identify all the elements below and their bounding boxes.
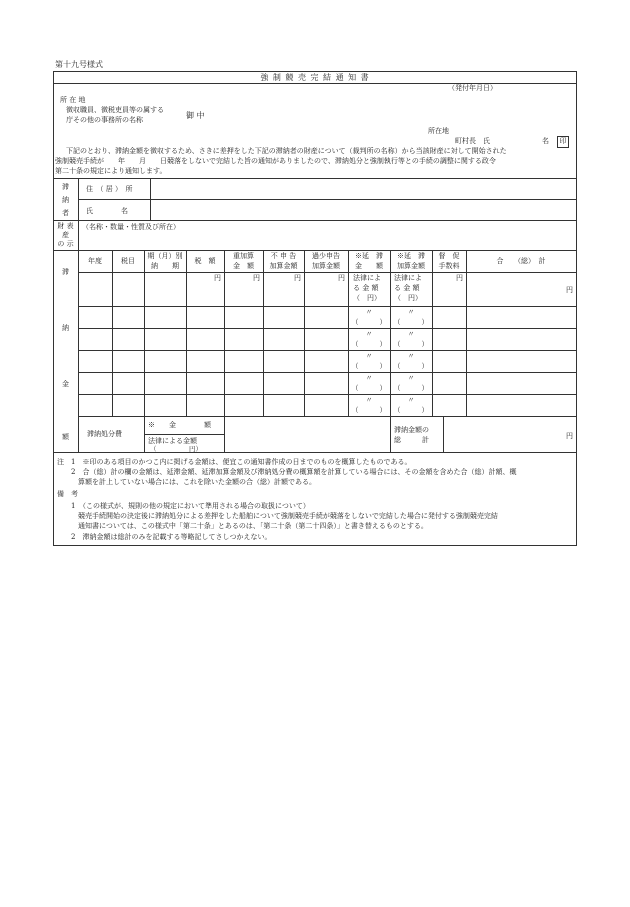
amount-side-label-1: 滞 [62, 268, 69, 276]
note-1: 注 1 ※印のある項目のかつこ内に掲げる金額は、便宜この通知書作成の日までのものを概算したものである。 [57, 458, 412, 466]
law-note-1-b: る 金 額 [353, 284, 379, 292]
yen-total: 円 [566, 286, 573, 294]
ditto-a5: 〃 [365, 396, 373, 404]
header-period-2: 納 期 [151, 262, 179, 270]
remark-1: 1 （この様式が、規則の他の規定において準用される場合の取扱について） [57, 502, 310, 510]
law-note-1-a: 法律によ [353, 274, 381, 282]
body-text-1: 下記のとおり、滞納金額を徴収するため、さきに差押をした下記の滞納者の財産について（裁判所の名称）から当該財産に対して開始された [66, 147, 507, 155]
law-amount-yen: （ 円） [150, 445, 202, 453]
sender-title: 町村長 氏 [455, 137, 490, 145]
total-label-2: 総 計 [394, 436, 429, 444]
note-2: 2 合（総）計の欄の金額は、延滞金額、延滞加算金額及び滞納処分費の概算額を計算している場合には、その金額を含めた合（総）計額、概 [57, 468, 517, 476]
yen-nonfiling: 円 [294, 274, 301, 282]
property-value: （名称・数量・性質及び所在） [82, 223, 180, 231]
paren-a5: （ ） [351, 406, 387, 414]
addressee-location: 所 在 地 [60, 96, 86, 104]
ditto-b1: 〃 [407, 308, 415, 316]
law-note-2-a: 法律によ [394, 274, 422, 282]
delinquent-label-3: 者 [62, 209, 69, 217]
law-note-2-c: （ 円） [394, 294, 422, 302]
header-delinquency-add-2: 加算金額 [397, 262, 425, 270]
paren-a1: （ ） [351, 318, 387, 326]
yen-tax: 円 [214, 274, 221, 282]
ditto-b4: 〃 [407, 374, 415, 382]
body-text-2: 強制競売手続が 年 月 日競落をしないで完結した旨の通知がありましたので、滞納処分と強制執行等との手続の調整に関する政令 [55, 157, 496, 165]
paren-a2: （ ） [351, 340, 387, 348]
header-under-2: 加算金額 [312, 262, 340, 270]
header-heavy-2: 金 額 [233, 262, 254, 270]
paren-a4: （ ） [351, 384, 387, 392]
onchu: 御 中 [186, 111, 205, 120]
ditto-a1: 〃 [365, 308, 373, 316]
paren-b1: （ ） [393, 318, 429, 326]
paren-b5: （ ） [393, 406, 429, 414]
header-tax-item: 税目 [121, 257, 135, 265]
addressee-line-2: 庁その他の事務所の名称 [66, 116, 143, 124]
form-title: 強 制 競 売 完 結 通 知 書 [260, 73, 370, 82]
amount-side-label-4: 額 [62, 433, 69, 441]
delinquent-address-label: 住 （ 居 ） 所 [86, 185, 133, 193]
ditto-a4: 〃 [365, 374, 373, 382]
header-year: 年度 [88, 257, 102, 265]
paren-a3: （ ） [351, 362, 387, 370]
delinquent-label-1: 滞 [62, 183, 69, 191]
header-delinquency-2: 金 額 [355, 262, 383, 270]
yen-under: 円 [338, 274, 345, 282]
sender-location: 所在地 [428, 127, 449, 135]
sender-name-label: 名 [542, 137, 549, 145]
header-demand-fee-1: 督 促 [438, 252, 460, 260]
header-tax-amount: 税 額 [194, 257, 216, 265]
amount-side-label-3: 金 [62, 380, 69, 388]
ditto-b3: 〃 [407, 352, 415, 360]
ditto-a2: 〃 [365, 330, 373, 338]
header-under-1: 過少申告 [312, 252, 340, 260]
header-total: 合 （総） 計 [496, 257, 546, 265]
header-period-1: 期（月）別 [147, 252, 183, 260]
yen-fee: 円 [456, 274, 463, 282]
header-heavy-1: 重加算 [233, 252, 254, 260]
total-label-1: 滞納金額の [394, 426, 429, 434]
law-amount-label: 法律による金額 [148, 437, 197, 445]
disposition-cost-label: 滞納処分費 [87, 430, 122, 438]
yen-heavy: 円 [253, 274, 260, 282]
header-demand-fee-2: 手数料 [438, 262, 460, 270]
delinquent-label-2: 納 [62, 196, 69, 204]
delinquent-name-label: 氏 名 [86, 207, 128, 215]
header-delinquency-add-1: ※延 滞 [397, 252, 425, 260]
total-yen: 円 [566, 432, 573, 440]
body-text-3: 第二十条の規定により通知します。 [55, 167, 167, 175]
amount-side-label-2: 納 [62, 324, 69, 332]
remark-1-cont-2: 通知書については、この様式中「第二十条」とあるのは、「第二十条（第二十四条）」と書き替えるものとする。 [57, 522, 428, 530]
property-label-3: の 示 [57, 240, 74, 248]
form-number: 第十九号様式 [55, 60, 103, 69]
remarks-heading: 備 考 [57, 490, 78, 498]
header-delinquency-1: ※延 滞 [355, 252, 383, 260]
asterisk-amount-label: ※ 金 額 [148, 421, 211, 429]
issue-date: （発付年月日） [448, 84, 497, 92]
law-note-1-c: （ 円） [353, 294, 381, 302]
paren-b4: （ ） [393, 384, 429, 392]
property-label-2: 産 [62, 231, 69, 239]
ditto-a3: 〃 [365, 352, 373, 360]
law-note-2-b: る 金 額 [394, 284, 420, 292]
note-2-cont: 算額を計上していない場合には、これを除いた金額の合（総）計額である。 [57, 478, 316, 486]
addressee-line-1: 徴収職員、徴税吏員等の属する [66, 106, 164, 114]
ditto-b5: 〃 [407, 396, 415, 404]
property-label-1: 財 表 [57, 222, 74, 230]
remark-2: 2 滞納金額は総計のみを記載する等略記してさしつかえない。 [57, 533, 272, 541]
paren-b2: （ ） [393, 340, 429, 348]
seal-box: 印 [557, 136, 569, 148]
paren-b3: （ ） [393, 362, 429, 370]
header-nonfiling-2: 加算金額 [269, 262, 298, 270]
remark-1-cont-1: 競売手続開始の決定後に滞納処分による差押をした船舶について強制競売手続が競落をしないで完結した場合に発付する強制競売完結 [57, 512, 498, 520]
ditto-b2: 〃 [407, 330, 415, 338]
header-nonfiling-1: 不 申 告 [270, 252, 297, 260]
